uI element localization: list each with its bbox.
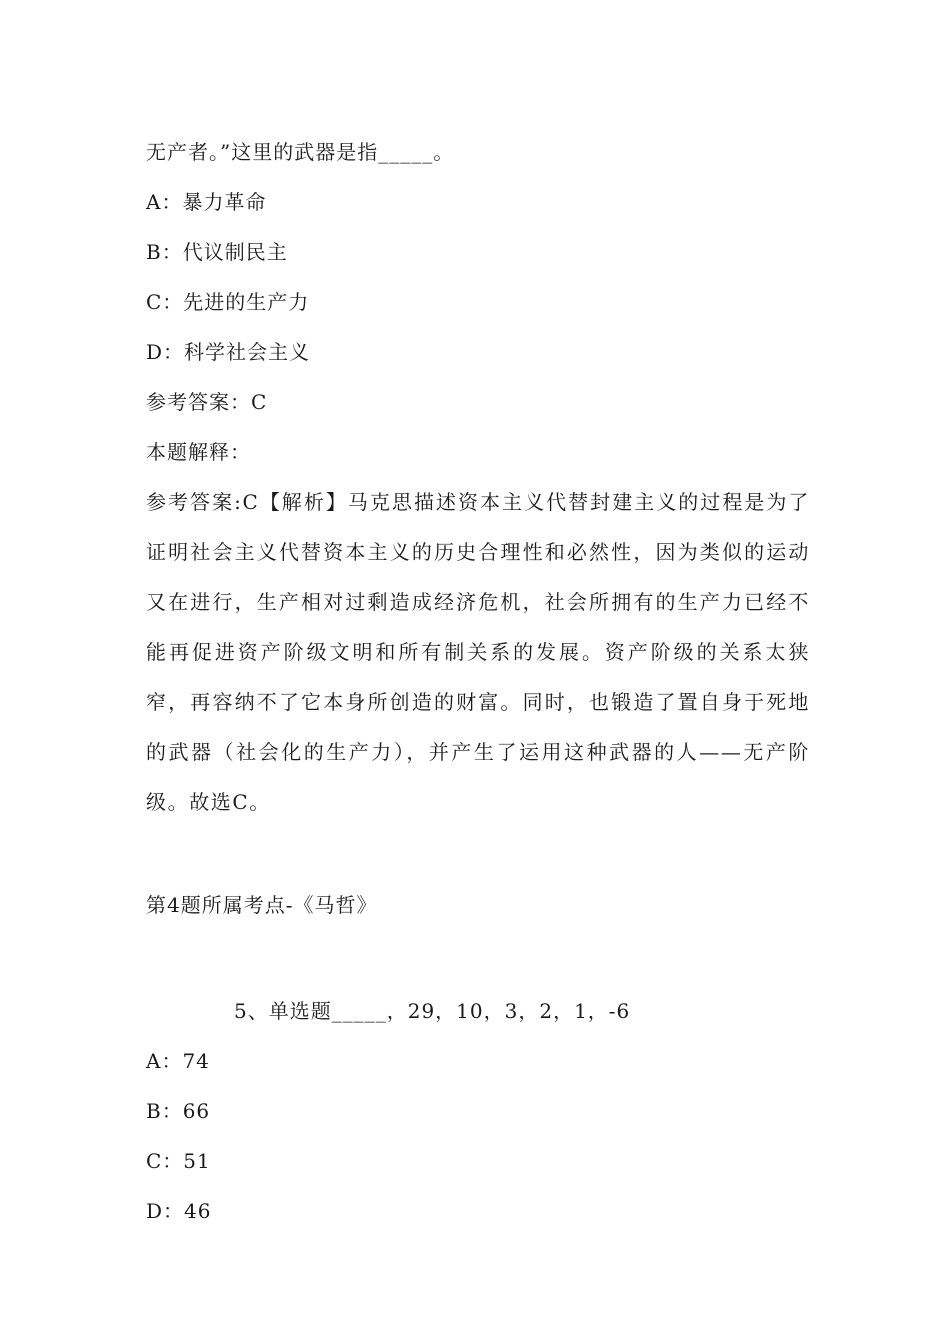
question5-option-a: A：74 bbox=[146, 1049, 210, 1073]
question4-option-c: C：先进的生产力 bbox=[146, 290, 310, 314]
question5-title: 5、单选题_____，29，10，3，2，1，-6 bbox=[234, 999, 631, 1023]
question4-explanation-heading: 本题解释： bbox=[146, 440, 251, 464]
question4-option-b: B：代议制民主 bbox=[146, 240, 288, 264]
question4-explanation: 参考答案:C【解析】马克思描述资本主义代替封建主义的过程是为了证明社会主义代替资本主义的历史合理性和必然性，因为类似的运动又在进行，生产相对过剩造成经济危机，社会所拥有的生产力已经不能再促进资产阶级文明和所有制关系的发展。资产阶级的关系太狭窄，再容纳不了它本身所创造的财富。同时，也锻造了置自身于死地的武器（社会化的生产力），并产生了运用这种武器的人——无产阶级。故选C。 bbox=[146, 490, 810, 814]
question4-topic: 第4题所属考点-《马哲》 bbox=[146, 893, 378, 917]
question4-option-a: A：暴力革命 bbox=[146, 190, 267, 214]
question5-option-c: C：51 bbox=[146, 1149, 211, 1173]
question4-stem-tail: 无产者。”这里的武器是指_____。 bbox=[146, 140, 455, 164]
spacer bbox=[146, 827, 810, 880]
question5-option-b: B：66 bbox=[146, 1099, 211, 1123]
spacer bbox=[146, 930, 810, 986]
question5-option-d: D：46 bbox=[146, 1199, 212, 1223]
question4-answer: 参考答案：C bbox=[146, 390, 268, 414]
question4-option-d: D：科学社会主义 bbox=[146, 340, 311, 364]
document-page bbox=[146, 127, 810, 1236]
